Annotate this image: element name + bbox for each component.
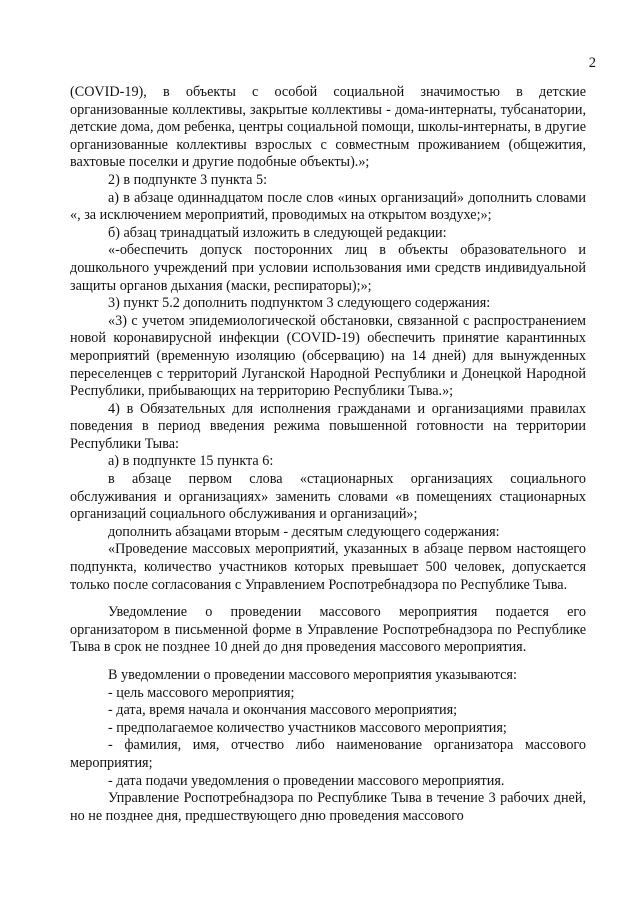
page-number: 2: [588, 55, 596, 71]
paragraph-item-2a: а) в абзаце одиннадцатом после слов «иных организаций» дополнить словами «, за исключением мероприятий, проводимых на открытом воздухе;»;: [70, 189, 586, 224]
list-item-organizer: - фамилия, имя, отчество либо наименование организатора массового мероприятия;: [70, 737, 586, 771]
list-item-date-time: - дата, время начала и окончания массового мероприятия;: [108, 702, 458, 719]
paragraph-rospotrebnadzor-review: Управление Роспотребнадзора по Республике Тыва в течение 3 рабочих дней, но не позднее дня, предшествующего дню проведения массового: [70, 790, 586, 824]
paragraph-item-4a: а) в подпункте 15 пункта 6:: [108, 453, 274, 470]
paragraph-add-paragraphs: дополнить абзацами вторым - десятым следующего содержания:: [108, 523, 500, 540]
paragraph-mass-events: «Проведение массовых мероприятий, указанных в абзаце первом настоящего подпункта, количество участников которых превышает 500 человек, допускается только после согласования с Управлением Роспотребнадзора по Республике Тыва.: [70, 541, 586, 593]
list-item-purpose: - цель массового мероприятия;: [108, 684, 295, 701]
paragraph-quoted-quarantine: «3) с учетом эпидемиологической обстановки, связанной с распространением новой коронавирусной инфекции (COVID-19) обеспечить принятие карантинных мероприятий (временную изоляцию (обсервацию) на 14 дней) для вынужденных переселенцев с территорий Луганской Народной Республики и Донецкой Народной Республики, прибывающих на территорию Республики Тыва.»;: [70, 312, 586, 400]
document-body: [70, 84, 586, 825]
paragraph-quoted-admission: «-обеспечить допуск посторонних лиц в объекты образовательного и дошкольного учреждений при условии использования ими средств индивидуальной защиты органов дыхания (маски, респираторы);»;: [70, 242, 586, 294]
paragraph-item-4: 4) в Обязательных для исполнения гражданами и организациями правилах поведения в период введения режима повышенной готовности на территории Республики Тыва:: [70, 400, 586, 452]
paragraph-covid-objects: (COVID-19), в объекты с особой социальной значимостью в детские организованные коллективы, закрытые коллективы - дома-интернаты, тубсанатории, детские дома, дом ребенка, центры социальной помощи, школы-интернаты, в другие организованные коллективы взрослых с совместным проживанием (общежития, вахтовые поселки и другие подобные объекты).»;: [70, 84, 586, 171]
paragraph-notification: Уведомление о проведении массового мероприятия подается его организатором в письменной форме в Управление Роспотребнадзора по Республике Тыва в срок не позднее 10 дней до дня проведения массового мероприятия.: [70, 604, 586, 656]
list-item-submission-date: - дата подачи уведомления о проведении массового мероприятия.: [108, 772, 505, 789]
paragraph-notification-contents: В уведомлении о проведении массового мероприятия указываются:: [108, 667, 517, 683]
paragraph-item-3: 3) пункт 5.2 дополнить подпунктом 3 следующего содержания:: [108, 295, 491, 312]
paragraph-item-2b: б) абзац тринадцатый изложить в следующей редакции:: [108, 224, 447, 241]
paragraph-item-2: 2) в подпункте 3 пункта 5:: [108, 171, 268, 188]
paragraph-replace-words: в абзаце первом слова «стационарных организациях социального обслуживания и организациях» заменить словами «в помещениях стационарных организаций социального обслуживания и организаций»;: [70, 471, 586, 523]
list-item-participants: - предполагаемое количество участников массового мероприятия;: [108, 719, 507, 736]
